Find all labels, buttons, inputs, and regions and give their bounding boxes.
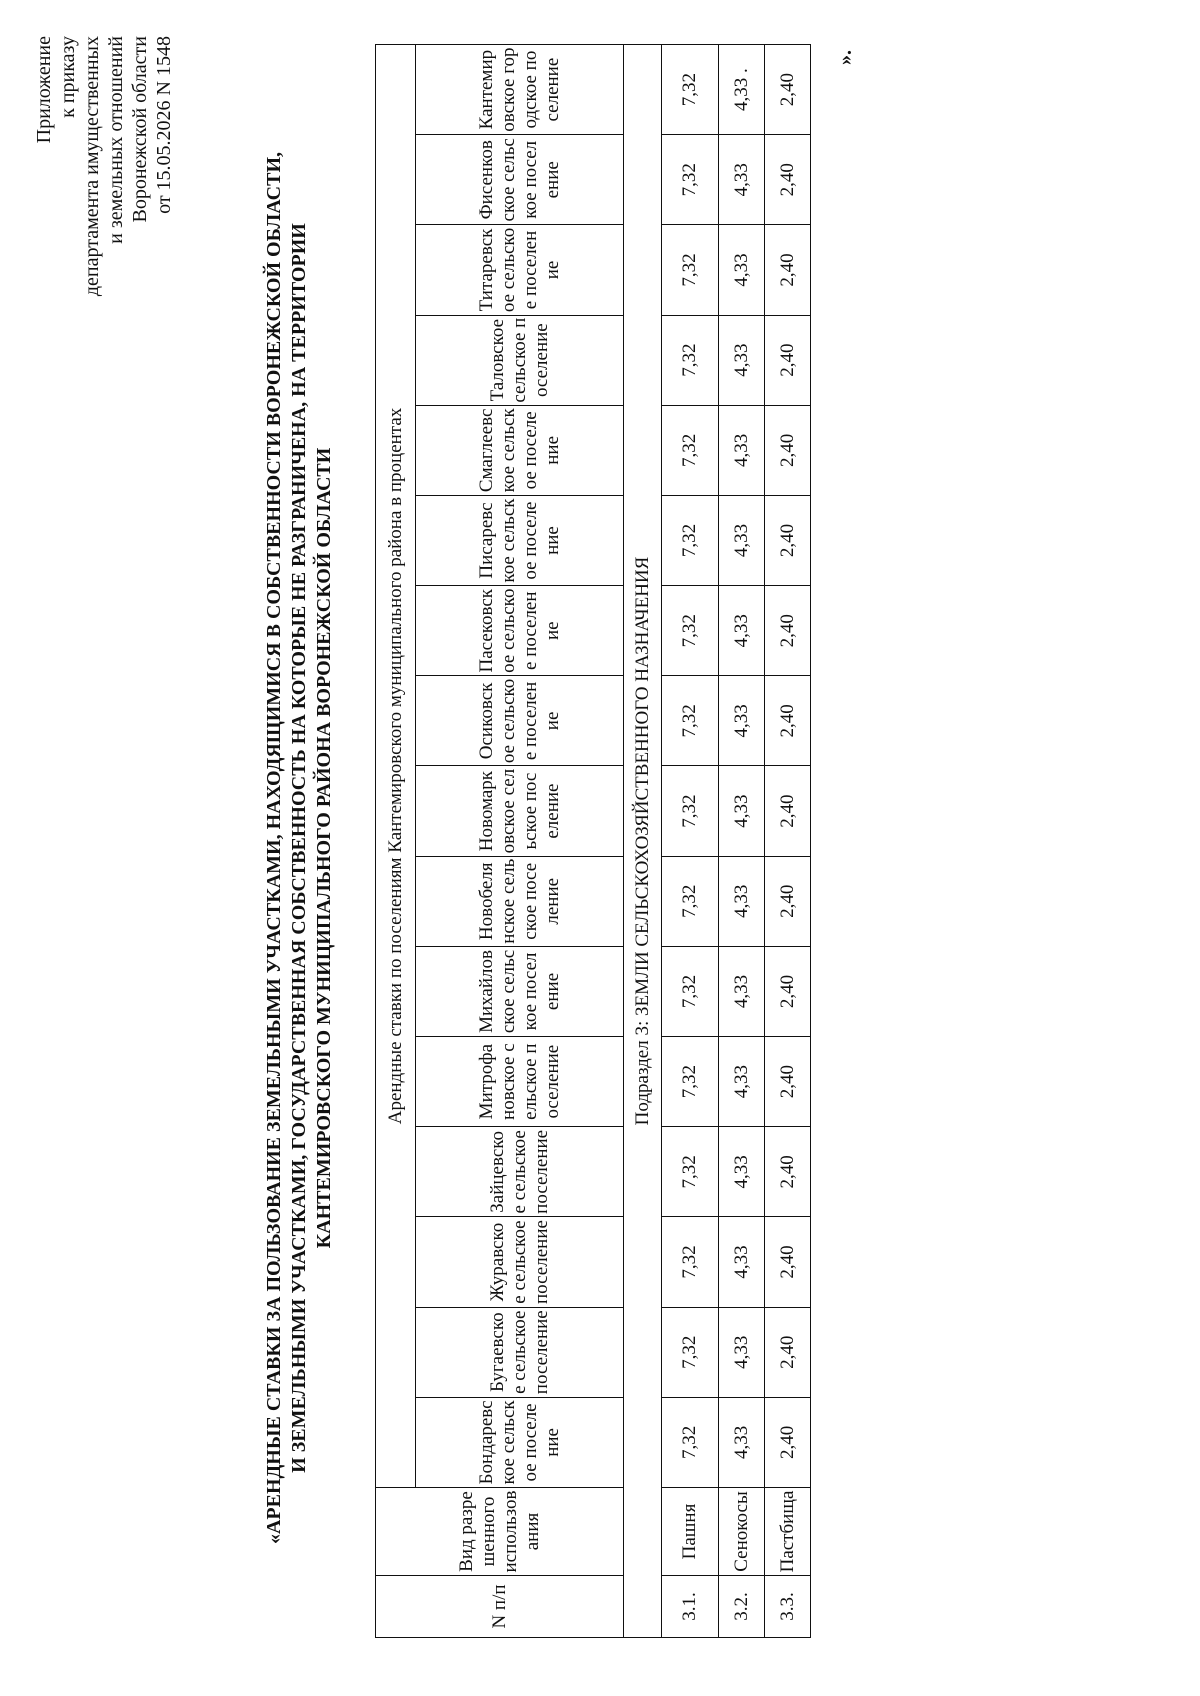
- row-number: 3.3.: [765, 1576, 811, 1638]
- rates-table: [375, 44, 811, 1638]
- rate-cell: 2,40: [765, 1217, 811, 1307]
- rate-cell: 7,32: [662, 45, 719, 135]
- approval-line: департамента имущественных: [81, 36, 103, 297]
- rate-cell: 2,40: [765, 1307, 811, 1397]
- rate-cell: 2,40: [765, 1397, 811, 1487]
- rate-cell: 4,33: [719, 135, 765, 225]
- rate-cell: 4,33: [719, 1217, 765, 1307]
- rate-cell: 7,32: [662, 1127, 719, 1217]
- table-row: [662, 45, 719, 1638]
- approval-block: [32, 36, 176, 296]
- approval-line: Воронежской области: [129, 36, 151, 223]
- rate-cell: 7,32: [662, 1037, 719, 1127]
- rate-cell: 2,40: [765, 45, 811, 135]
- rate-cell: 4,33: [719, 225, 765, 315]
- rate-cell: 2,40: [765, 135, 811, 225]
- row-usage-name: Пастбища: [765, 1488, 811, 1576]
- settlement-header: Новобелянское сельское поселение: [416, 856, 624, 946]
- settlement-header: Михайловское сельское поселение: [416, 946, 624, 1036]
- rate-cell: 4,33: [719, 405, 765, 495]
- rate-cell: 7,32: [662, 225, 719, 315]
- rate-cell: 7,32: [662, 676, 719, 766]
- document-title: [262, 60, 337, 1636]
- rate-cell: 4,33: [719, 315, 765, 405]
- header-rates: Арендные ставки по поселениям Кантемировского муниципального района в процентах: [376, 45, 416, 1488]
- settlement-header: Титаревское сельское поселение: [416, 225, 624, 315]
- title-line: И ЗЕМЕЛЬНЫМИ УЧАСТКАМИ, ГОСУДАРСТВЕННАЯ СОБСТВЕННОСТЬ НА КОТОРЫЕ НЕ РАЗГРАНИЧЕНА, НА ТЕРРИТОРИИ: [288, 223, 310, 1473]
- rate-cell: 7,32: [662, 1307, 719, 1397]
- rate-cell: 2,40: [765, 315, 811, 405]
- table-row: [719, 45, 765, 1638]
- subsection-row: [624, 45, 662, 1638]
- rate-cell: 2,40: [765, 1037, 811, 1127]
- settlement-header: Зайцевское сельское поселение: [416, 1127, 624, 1217]
- rate-cell: 7,32: [662, 405, 719, 495]
- rate-cell: 4,33: [719, 766, 765, 856]
- rate-cell: 7,32: [662, 766, 719, 856]
- settlement-header: Пасековское сельское поселение: [416, 586, 624, 676]
- rate-cell: 7,32: [662, 315, 719, 405]
- table-row: [765, 45, 811, 1638]
- rate-cell: 4,33: [719, 856, 765, 946]
- rate-cell: 7,32: [662, 1397, 719, 1487]
- settlement-header: Митрофановское сельское поселение: [416, 1037, 624, 1127]
- header-number: N п/п: [376, 1576, 624, 1638]
- title-line: «АРЕНДНЫЕ СТАВКИ ЗА ПОЛЬЗОВАНИЕ ЗЕМЕЛЬНЫМИ УЧАСТКАМИ, НАХОДЯЩИМИСЯ В СОБСТВЕННОСТИ ВОРОНЕЖСКОЙ ОБЛАСТИ,: [263, 151, 285, 1545]
- approval-date-number: от 15.05.2026 N 1548: [153, 36, 175, 214]
- rate-cell: 2,40: [765, 856, 811, 946]
- rate-cell: 2,40: [765, 586, 811, 676]
- rate-cell: 2,40: [765, 766, 811, 856]
- settlement-header: Писаревское сельское поселение: [416, 495, 624, 585]
- settlement-header: Кантемировское городское поселение: [416, 45, 624, 135]
- rate-cell: 4,33: [719, 495, 765, 585]
- settlement-header: Бугаевское сельское поселение: [416, 1307, 624, 1397]
- settlement-header: Осиковское сельское поселение: [416, 676, 624, 766]
- settlement-header: Таловское сельское поселение: [416, 315, 624, 405]
- rate-cell: 4,33: [719, 676, 765, 766]
- rate-cell: 4,33 .: [719, 45, 765, 135]
- settlement-header: Журавское сельское поселение: [416, 1217, 624, 1307]
- rate-cell: 2,40: [765, 225, 811, 315]
- rate-cell: 7,32: [662, 586, 719, 676]
- rate-cell: 4,33: [719, 1307, 765, 1397]
- rate-cell: 7,32: [662, 495, 719, 585]
- rate-cell: 2,40: [765, 1127, 811, 1217]
- row-usage-name: Сенокосы: [719, 1488, 765, 1576]
- settlement-header: Смаглеевское сельское поселение: [416, 405, 624, 495]
- rate-cell: 4,33: [719, 1037, 765, 1127]
- rate-cell: 4,33: [719, 946, 765, 1036]
- rate-cell: 4,33: [719, 1397, 765, 1487]
- rate-cell: 2,40: [765, 495, 811, 585]
- closing-quote: ».: [834, 50, 856, 65]
- rate-cell: 2,40: [765, 676, 811, 766]
- rate-cell: 2,40: [765, 946, 811, 1036]
- rate-cell: 4,33: [719, 1127, 765, 1217]
- settlement-header: Бондаревское сельское поселение: [416, 1397, 624, 1487]
- rate-cell: 7,32: [662, 946, 719, 1036]
- rate-cell: 2,40: [765, 405, 811, 495]
- row-number: 3.2.: [719, 1576, 765, 1638]
- rate-cell: 7,32: [662, 135, 719, 225]
- header-usage-kind: Вид разрешенного использования: [376, 1488, 624, 1576]
- approval-line: к приказу: [57, 36, 79, 118]
- settlement-header: Фисенковское сельское поселение: [416, 135, 624, 225]
- rate-cell: 7,32: [662, 856, 719, 946]
- settlement-header: Новомарковское сельское поселение: [416, 766, 624, 856]
- settlement-header-row: [416, 45, 624, 1638]
- approval-line: и земельных отношений: [105, 36, 127, 244]
- row-number: 3.1.: [662, 1576, 719, 1638]
- approval-line: Приложение: [33, 36, 55, 144]
- rate-cell: 4,33: [719, 586, 765, 676]
- subsection-title: Подраздел 3: ЗЕМЛИ СЕЛЬСКОХОЗЯЙСТВЕННОГО НАЗНАЧЕНИЯ: [624, 45, 662, 1638]
- row-usage-name: Пашня: [662, 1488, 719, 1576]
- title-line: КАНТЕМИРОВСКОГО МУНИЦИПАЛЬНОГО РАЙОНА ВОРОНЕЖСКОЙ ОБЛАСТИ: [313, 447, 335, 1249]
- rate-cell: 7,32: [662, 1217, 719, 1307]
